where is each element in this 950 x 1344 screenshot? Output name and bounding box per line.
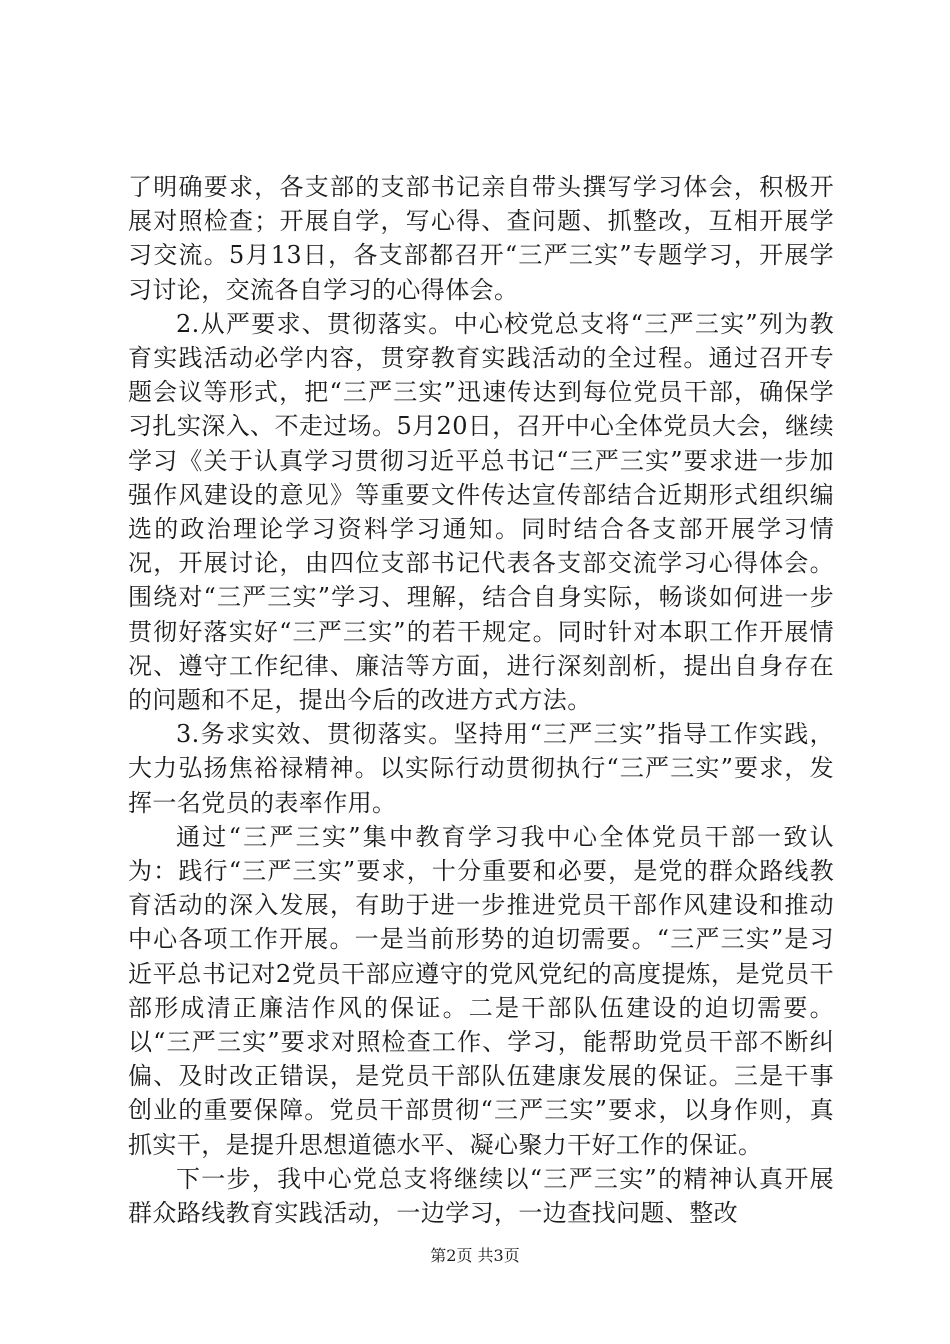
page-footer: 第2页 共3页 [430, 1246, 520, 1265]
paragraph-strict-requirements: 2.从严要求、贯彻落实。中心校党总支将“三严三实”列为教育实践活动必学内容，贯穿教育实践活动的全过程。通过召开专题会议等形式，把“三严三实”迅速传达到每位党员干部，确保学习扎实深入、不走过场。5月20日，召开中心全体党员大会，继续学习《关于认真学习贯彻习近平总书记“三严三实”要求进一步加强作风建设的意见》等重要文件传达宣传部结合近期形式组织编选的政治理论学习资料学习通知。同时结合各支部开展学习情况，开展讨论，由四位支部书记代表各支部交流学习心得体会。围绕对“三严三实”学习、理解，结合自身实际，畅谈如何进一步贯彻好落实好“三严三实”的若干规定。同时针对本职工作开展情况、遵守工作纪律、廉洁等方面，进行深刻剖析，提出自身存在的问题和不足，提出今后的改进方式方法。 [128, 309, 834, 715]
paragraph-continuation: 了明确要求，各支部的支部书记亲自带头撰写学习体会，积极开展对照检查；开展自学，写心得、查问题、抓整改，互相开展学习交流。5月13日，各支部都召开“三严三实”专题学习，开展学习讨论，交流各自学习的心得体会。 [128, 173, 834, 304]
paragraph-practical-results: 3.务求实效、贯彻落实。坚持用“三严三实”指导工作实践，大力弘扬焦裕禄精神。以实际行动贯彻执行“三严三实”要求，发挥一名党员的表率作用。 [128, 720, 834, 817]
paragraph-consensus: 通过“三严三实”集中教育学习我中心全体党员干部一致认为：践行“三严三实”要求，十分重要和必要，是党的群众路线教育活动的深入发展，有助于进一步推进党员干部作风建设和推动中心各项工作开展。一是当前形势的迫切需要。“三严三实”是习近平总书记对2党员干部应遵守的党风党纪的高度提炼，是党员干部形成清正廉洁作风的保证。二是干部队伍建设的迫切需要。以“三严三实”要求对照检查工作、学习，能帮助党员干部不断纠偏、及时改正错误，是党员干部队伍建康发展的保证。三是干事创业的重要保障。党员干部贯彻“三严三实”要求，以身作则，真抓实干，是提升思想道德水平、凝心聚力干好工作的保证。 [128, 822, 834, 1159]
document-body [128, 170, 834, 1230]
paragraph-next-steps: 下一步，我中心党总支将继续以“三严三实”的精神认真开展群众路线教育实践活动，一边学习，一边查找问题、整改 [128, 1164, 834, 1228]
